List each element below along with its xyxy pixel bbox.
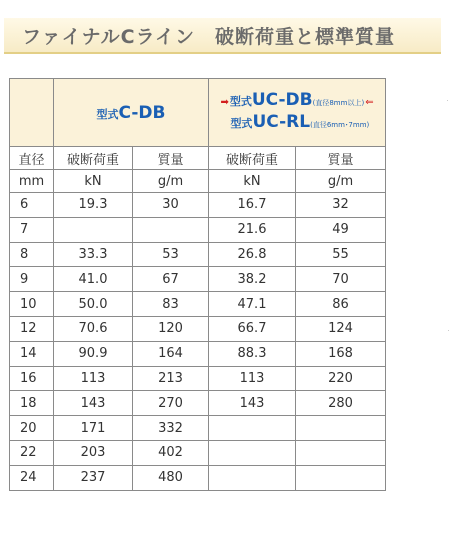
table-cell: 90.9	[54, 341, 133, 366]
table-cell: 47.1	[209, 292, 296, 317]
table-cell: 124	[296, 316, 386, 341]
table-cell: 24	[10, 465, 54, 490]
table-cell: 480	[133, 465, 209, 490]
title-banner	[4, 18, 441, 54]
table-cell	[209, 440, 296, 465]
table-cell: 41.0	[54, 267, 133, 292]
table-cell: 19.3	[54, 193, 133, 218]
table-cell: 270	[133, 391, 209, 416]
table-cell: 9	[10, 267, 54, 292]
unit-header: g/m	[133, 170, 209, 193]
table-row	[10, 341, 386, 366]
table-cell	[209, 416, 296, 441]
col-header: 質量	[296, 147, 386, 170]
table-cell: 33.3	[54, 242, 133, 267]
table-cell: 86	[296, 292, 386, 317]
table-row	[10, 366, 386, 391]
table-cell: 70.6	[54, 316, 133, 341]
table-cell: 16	[10, 366, 54, 391]
decorative-dot	[447, 100, 448, 101]
table-cell: 32	[296, 193, 386, 218]
page-title: ファイナルCライン 破断荷重と標準質量	[22, 26, 396, 48]
table-row	[10, 267, 386, 292]
table-cell: 70	[296, 267, 386, 292]
table-cell: 237	[54, 465, 133, 490]
table-cell: 88.3	[209, 341, 296, 366]
table-row	[10, 316, 386, 341]
table-cell: 164	[133, 341, 209, 366]
table-cell: 280	[296, 391, 386, 416]
unit-header: g/m	[296, 170, 386, 193]
table-cell: 6	[10, 193, 54, 218]
table-cell	[296, 440, 386, 465]
table-cell: 14	[10, 341, 54, 366]
table-row	[10, 440, 386, 465]
table-cell	[296, 465, 386, 490]
unit-header: kN	[209, 170, 296, 193]
unit-header: mm	[10, 170, 54, 193]
table-cell: 113	[209, 366, 296, 391]
col-header: 破断荷重	[209, 147, 296, 170]
red-left-arrow-icon: ⇐	[365, 96, 374, 108]
table-cell	[296, 416, 386, 441]
col-header: 破断荷重	[54, 147, 133, 170]
table-cell: 213	[133, 366, 209, 391]
table-cell	[133, 217, 209, 242]
header-row-units	[10, 170, 386, 193]
table-cell: 26.8	[209, 242, 296, 267]
table-cell: 20	[10, 416, 54, 441]
table-cell: 38.2	[209, 267, 296, 292]
table-row	[10, 217, 386, 242]
table-cell: 171	[54, 416, 133, 441]
table-cell: 120	[133, 316, 209, 341]
spec-table	[9, 78, 386, 491]
table-row	[10, 391, 386, 416]
header-type-c-db: 型式C-DB	[54, 79, 209, 147]
col-header: 質量	[133, 147, 209, 170]
header-row-type	[10, 79, 386, 147]
table-cell: 7	[10, 217, 54, 242]
table-cell: 53	[133, 242, 209, 267]
table-cell: 30	[133, 193, 209, 218]
table-cell: 12	[10, 316, 54, 341]
table-row	[10, 292, 386, 317]
unit-header: kN	[54, 170, 133, 193]
header-empty-cell	[10, 79, 54, 147]
table-cell: 18	[10, 391, 54, 416]
table-cell	[209, 465, 296, 490]
table-row	[10, 193, 386, 218]
table-cell: 8	[10, 242, 54, 267]
table-cell: 66.7	[209, 316, 296, 341]
table-cell: 203	[54, 440, 133, 465]
red-right-arrow-icon: ➡	[220, 96, 229, 108]
col-header: 直径	[10, 147, 54, 170]
table-cell: 10	[10, 292, 54, 317]
table-cell: 402	[133, 440, 209, 465]
table-row	[10, 242, 386, 267]
table-cell: 220	[296, 366, 386, 391]
table-row	[10, 465, 386, 490]
header-type-uc: ➡型式UC-DB(直径8mm以上)⇐ 型式UC-RL(直径6mm･7mm)	[209, 79, 386, 147]
table-cell: 49	[296, 217, 386, 242]
table-cell: 113	[54, 366, 133, 391]
table-row	[10, 416, 386, 441]
table-cell	[54, 217, 133, 242]
table-cell: 83	[133, 292, 209, 317]
table-cell: 21.6	[209, 217, 296, 242]
table-cell: 22	[10, 440, 54, 465]
table-cell: 55	[296, 242, 386, 267]
table-cell: 168	[296, 341, 386, 366]
table-cell: 143	[54, 391, 133, 416]
table-cell: 332	[133, 416, 209, 441]
table-cell: 50.0	[54, 292, 133, 317]
decorative-dot	[448, 330, 449, 331]
table-cell: 67	[133, 267, 209, 292]
header-row-columns	[10, 147, 386, 170]
table-cell: 16.7	[209, 193, 296, 218]
table-cell: 143	[209, 391, 296, 416]
